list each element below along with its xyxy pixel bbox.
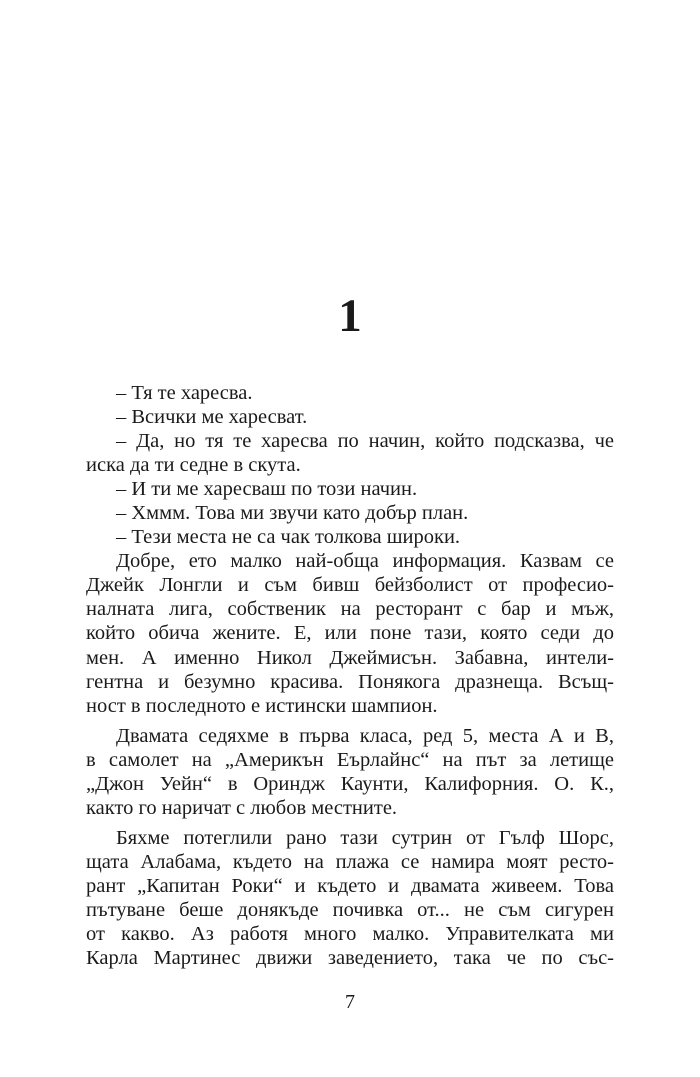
text-line: в самолет на „Америкън Еърлайнс“ на път за летище <box>86 748 614 771</box>
text-line: – Хммм. Това ми звучи като добър план. <box>116 502 469 525</box>
chapter-number: 1 <box>338 290 362 342</box>
text-line: „Джон Уейн“ в Ориндж Каунти, Калифорния. О. К., <box>86 772 614 795</box>
text-line: иска да ти седне в скута. <box>86 454 301 477</box>
page-number: 7 <box>345 991 355 1013</box>
text-line: ност в последното е истински шампион. <box>86 694 438 717</box>
text-line: както го наричат с любов местните. <box>86 796 398 819</box>
text-line: щата Алабама, където на плажа се намира моят ресто- <box>86 850 614 873</box>
text-line: от какво. Аз работя много малко. Управителката ми <box>86 923 614 946</box>
text-line: – Тези места не са чак толкова широки. <box>116 526 461 549</box>
text-line: Добре, ето малко най-обща информация. Казвам се <box>116 550 614 573</box>
text-line: – Да, но тя те харесва по начин, който подсказва, че <box>116 430 614 453</box>
text-line: – И ти ме харесваш по този начин. <box>116 478 418 501</box>
text-line: пътуване беше донякъде почивка от... не съм сигурен <box>86 898 614 921</box>
text-line: – Всички ме харесват. <box>116 406 308 429</box>
text-line: Бяхме потеглили рано тази сутрин от Гълф Шорс, <box>116 826 614 849</box>
text-line: – Тя те харесва. <box>116 382 253 404</box>
text-line: рант „Капитан Роки“ и където и двамата живеем. Това <box>86 874 614 897</box>
text-line: Двамата седяхме в първа класа, ред 5, места А и В, <box>116 724 614 747</box>
body-text <box>86 381 614 970</box>
text-line: гентна и безумно красива. Понякога дразнеща. Всъщ- <box>86 670 614 693</box>
text-line: налната лига, собственик на ресторант с бар и мъж, <box>86 598 614 621</box>
text-line: Джейк Лонгли и съм бивш бейзболист от професио- <box>86 574 614 597</box>
text-line: мен. А именно Никол Джеймисън. Забавна, интели- <box>86 646 614 669</box>
text-line: Карла Мартинес движи заведението, така че по със- <box>86 947 614 970</box>
text-line: който обича жените. Е, или поне тази, която седи до <box>86 622 614 645</box>
